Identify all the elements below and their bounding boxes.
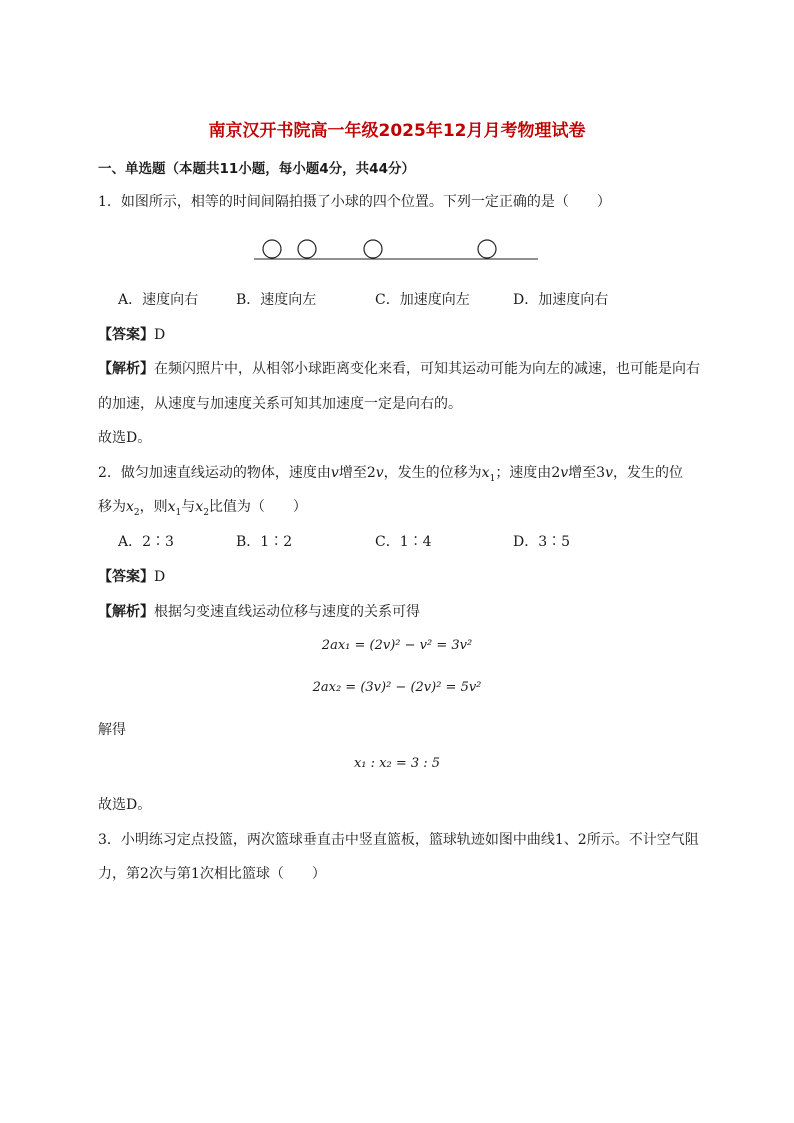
q1-strobe-figure (250, 236, 540, 266)
q2-stem-line2: 移为$x_2$，则$x_1$与$x_2$比值为（ ） (98, 499, 307, 518)
ball-1 (263, 240, 281, 258)
q2-solve-label: 解得 (98, 722, 126, 738)
q1-option-d: D．加速度向右 (513, 292, 609, 308)
q2-answer (98, 566, 165, 586)
answer-tag: 【答案】 (98, 569, 154, 585)
analysis-tag: 【解析】 (98, 604, 154, 620)
q3-stem-line1: 3．小明练习定点投篮，两次篮球垂直击中竖直篮板，篮球轨迹如图中曲线1、2所示。不计空气阻 (98, 832, 699, 848)
q2-option-d: D．3∶5 (513, 534, 571, 550)
q1-option-b: B．速度向左 (236, 292, 317, 308)
q2-option-b: B．1∶2 (236, 534, 293, 550)
q2-conclusion: 故选D。 (98, 797, 152, 813)
answer-value: D (154, 327, 166, 343)
ball-2 (298, 240, 316, 258)
q2-equation-3: x₁ : x₂ = 3 : 5 (353, 756, 441, 771)
q2-equation-2: 2ax₂ = (3v)² − (2v)² = 5v² (312, 680, 482, 695)
q2-equation-1: 2ax₁ = (2v)² − v² = 3v² (321, 638, 473, 653)
q2-option-a: A．2∶3 (118, 534, 174, 550)
q3-stem-line2: 力，第2次与第1次相比篮球（ ） (98, 866, 326, 882)
answer-value: D (154, 569, 166, 585)
q1-option-c: C．加速度向左 (375, 292, 470, 308)
q1-conclusion: 故选D。 (98, 430, 152, 446)
q2-option-c: C．1∶4 (375, 534, 432, 550)
q1-analysis-line2: 的加速，从速度与加速度关系可知其加速度一定是向右的。 (98, 396, 462, 412)
ball-3 (364, 240, 382, 258)
q1-option-a: A．速度向右 (118, 292, 199, 308)
q2-analysis (98, 601, 420, 621)
analysis-text: 根据匀变速直线运动位移与速度的关系可得 (154, 604, 420, 620)
ball-4 (478, 240, 496, 258)
section-heading: 一、单选题（本题共11小题，每小题4分，共44分） (98, 161, 415, 177)
page-title: 南京汉开书院高一年级2025年12月月考物理试卷 (208, 121, 586, 141)
q1-analysis-line1 (98, 358, 700, 378)
analysis-text: 在频闪照片中，从相邻小球距离变化来看，可知其运动可能为向左的减速，也可能是向右 (154, 361, 700, 377)
q1-stem: 1．如图所示，相等的时间间隔拍摄了小球的四个位置。下列一定正确的是（ ） (98, 194, 611, 210)
q1-answer (98, 324, 165, 344)
analysis-tag: 【解析】 (98, 361, 154, 377)
q2-stem-line1: 2．做匀加速直线运动的物体，速度由v增至2v，发生的位移为$x_1$；速度由2v增至3v，发生的位 (98, 465, 683, 484)
answer-tag: 【答案】 (98, 327, 154, 343)
